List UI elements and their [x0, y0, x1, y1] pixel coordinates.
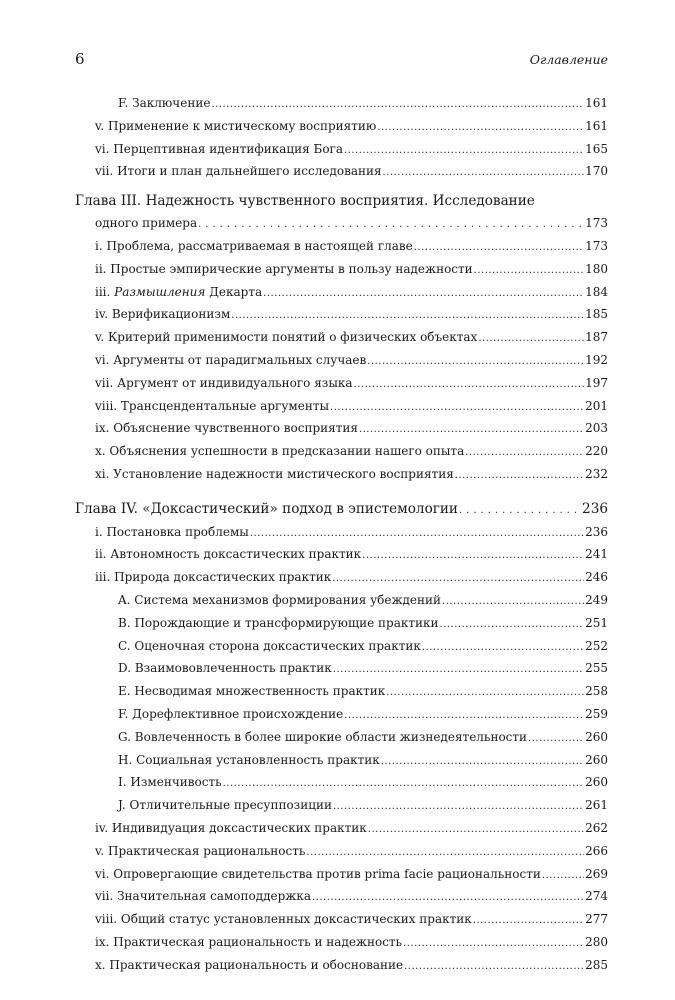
chapter-title-line: одного примера — [95, 216, 198, 231]
toc-page-number: 197 — [585, 375, 608, 390]
leader-dots — [473, 910, 584, 933]
toc-entry-label: B. Порождающие и трансформирующие практики — [118, 615, 439, 630]
toc-entry-label: ix. Объяснение чувственного восприятия — [95, 421, 358, 436]
label-prefix: iii. — [95, 284, 115, 299]
leader-dots — [478, 328, 584, 351]
toc-entry[interactable] — [75, 885, 608, 908]
leader-dots — [414, 237, 584, 260]
toc-page-number: 262 — [585, 820, 608, 835]
toc-subentry[interactable] — [75, 589, 608, 612]
leader-dots — [333, 659, 584, 682]
toc-entry-label: vii. Итоги и план дальнейшего исследования — [95, 164, 382, 179]
toc-page-number: 173 — [585, 216, 608, 231]
toc-entry-label: J. Отличительные пресуппозиции — [118, 798, 332, 813]
toc-page-number: 280 — [585, 934, 608, 949]
leader-dots — [368, 819, 584, 842]
toc-page-number: 266 — [585, 843, 608, 858]
toc-page-number: 180 — [585, 261, 608, 276]
leader-dots — [354, 374, 585, 397]
toc-page-number: 274 — [585, 889, 608, 904]
running-title: Оглавление — [529, 52, 608, 67]
leader-dots — [404, 956, 584, 979]
toc-entry-label: vi. Аргументы от парадигмальных случаев — [95, 352, 367, 367]
toc-page-number: 161 — [585, 96, 608, 110]
leader-dots — [362, 545, 584, 568]
toc-page-number: 185 — [585, 307, 608, 322]
toc-entry-label: v. Критерий применимости понятий о физических объектах — [95, 330, 478, 345]
leader-dots — [403, 933, 584, 956]
toc-page-number: 260 — [585, 775, 608, 790]
toc-entry-label: F. Заключение — [118, 96, 211, 110]
toc-page-number: 246 — [585, 570, 608, 585]
toc-entry[interactable] — [75, 326, 608, 349]
label-suffix: Декарта — [205, 284, 263, 299]
toc-entry-label: v. Практическая рациональность — [95, 843, 306, 858]
toc-entry-label: D. Взаимововлеченность практик — [118, 661, 332, 676]
leader-dots — [263, 283, 584, 306]
leader-dots — [333, 796, 584, 819]
toc-entry[interactable] — [75, 417, 608, 440]
toc-page-number: 201 — [585, 398, 608, 413]
page-number: 6 — [75, 50, 85, 68]
toc-entry-label: C. Оценочная сторона доксастических практик — [118, 638, 421, 653]
leader-dots — [459, 500, 581, 523]
leader-dots — [474, 260, 584, 283]
leader-dots — [377, 117, 584, 140]
toc-entry-label: ix. Практическая рациональность и надежность — [95, 934, 403, 949]
toc-entry-label: iii. Природа доксастических практик — [95, 570, 332, 585]
toc-entry[interactable] — [75, 521, 608, 544]
toc-page-number: 258 — [585, 684, 608, 699]
label-italic-title: Размышления — [114, 284, 206, 299]
leader-dots — [386, 682, 584, 705]
toc-page-number: 184 — [585, 284, 608, 299]
leader-dots — [367, 351, 584, 374]
toc-page-number: 249 — [585, 592, 608, 607]
chapter-title-line: Глава IV. «Доксастический» подход в эпистемологии — [75, 500, 458, 517]
toc-page-number: 232 — [585, 466, 608, 481]
chapter-title-continued — [75, 212, 608, 235]
leader-dots — [542, 865, 584, 888]
toc-page-number: 236 — [585, 524, 608, 539]
page-header — [75, 50, 608, 72]
leader-dots — [312, 887, 584, 910]
leader-dots — [223, 773, 584, 796]
leader-dots — [344, 140, 584, 163]
chapter-3-heading[interactable] — [75, 190, 608, 235]
toc-subentry[interactable] — [75, 612, 608, 635]
leader-dots — [250, 523, 584, 546]
toc-entry[interactable] — [75, 817, 608, 840]
toc-entry-label: H. Социальная установленность практик — [118, 752, 380, 767]
leader-dots — [442, 591, 584, 614]
toc-entry[interactable] — [75, 931, 608, 954]
toc-subentry[interactable] — [75, 726, 608, 749]
toc-entry-label: G. Вовлеченность в более широкие области жизнедеятельности — [118, 729, 528, 744]
toc-subentry[interactable] — [75, 703, 608, 726]
toc-page-number: 260 — [585, 729, 608, 744]
toc-page-number: 161 — [585, 118, 608, 133]
leader-dots — [231, 305, 584, 328]
toc-entry-label: ii. Автономность доксастических практик — [95, 547, 362, 562]
toc-entry[interactable] — [75, 160, 608, 183]
leader-dots — [440, 614, 585, 637]
leader-dots — [455, 465, 584, 488]
toc-entry[interactable] — [75, 92, 608, 115]
leader-dots — [383, 162, 585, 185]
toc-entry[interactable] — [75, 138, 608, 161]
chapter-4-heading[interactable] — [75, 498, 608, 521]
toc-entry[interactable] — [75, 954, 608, 977]
toc-entry-label — [95, 281, 262, 304]
toc-entry-label: vi. Опровергающие свидетельства против prima facie рациональности — [95, 866, 541, 881]
leader-dots — [332, 568, 584, 591]
toc-entry-label: x. Объяснения успешности в предсказании нашего опыта — [95, 444, 465, 459]
leader-dots — [198, 214, 584, 237]
toc-entry[interactable] — [75, 840, 608, 863]
toc-entry-label: viii. Трансцендентальные аргументы — [95, 398, 330, 413]
leader-dots — [465, 442, 584, 465]
toc-page-number: 260 — [585, 752, 608, 767]
toc-subentry[interactable] — [75, 794, 608, 817]
toc-entry-label: i. Проблема, рассматриваемая в настоящей главе — [95, 238, 413, 253]
toc-entry[interactable] — [75, 115, 608, 138]
toc-entry-label: v. Применение к мистическому восприятию — [95, 118, 377, 133]
toc-page-number: 285 — [585, 957, 608, 972]
toc-entry[interactable] — [75, 463, 608, 486]
toc-entry[interactable] — [75, 258, 608, 281]
toc-page-number: 277 — [585, 912, 608, 927]
toc-entry-label: xi. Установление надежности мистического восприятия — [95, 466, 454, 481]
toc-page-number: 236 — [582, 500, 608, 517]
toc-page-number: 165 — [585, 141, 608, 156]
toc-entry-label: vi. Перцептивная идентификация Бога — [95, 141, 343, 156]
toc-entry-label: iv. Индивидуация доксастических практик — [95, 820, 367, 835]
toc-entry[interactable] — [75, 303, 608, 326]
toc-entry-label: iv. Верификационизм — [95, 307, 231, 322]
toc-subentry[interactable] — [75, 771, 608, 794]
leader-dots — [211, 94, 584, 117]
toc-entry-label: E. Несводимая множественность практик — [118, 684, 386, 699]
toc-entry-label: x. Практическая рациональность и обоснование — [95, 957, 404, 972]
toc-page-number: 170 — [585, 164, 608, 179]
toc-entry-label: vii. Аргумент от индивидуального языка — [95, 375, 353, 390]
toc-page-number: 269 — [585, 866, 608, 881]
leader-dots — [306, 842, 584, 865]
toc-entry-label: A. Система механизмов формирования убеждений — [118, 592, 442, 607]
toc-page-number: 252 — [585, 638, 608, 653]
toc-subentry[interactable] — [75, 635, 608, 658]
toc-entry[interactable] — [75, 566, 608, 589]
toc-entry[interactable] — [75, 281, 608, 304]
toc-subentry[interactable] — [75, 680, 608, 703]
toc-page-number: 220 — [585, 444, 608, 459]
toc-entry[interactable] — [75, 372, 608, 395]
leader-dots — [528, 728, 584, 751]
leader-dots — [344, 705, 584, 728]
toc-page-number: 203 — [585, 421, 608, 436]
chapter-title-line: Глава III. Надежность чувственного восприятия. Исследование — [75, 193, 535, 210]
toc-entry-label: viii. Общий статус установленных доксастических практик — [95, 912, 472, 927]
toc-page-number: 187 — [585, 330, 608, 345]
toc-subentry[interactable] — [75, 749, 608, 772]
leader-dots — [422, 637, 584, 660]
toc-entry-label: I. Изменчивость — [118, 775, 222, 790]
toc-entry[interactable] — [75, 863, 608, 886]
toc-entry[interactable] — [75, 908, 608, 931]
toc-entry[interactable] — [75, 395, 608, 418]
toc-subentry[interactable] — [75, 657, 608, 680]
toc-entry-label: ii. Простые эмпирические аргументы в пользу надежности — [95, 261, 473, 276]
toc-page-number: 259 — [585, 706, 608, 721]
toc-entry-label: vii. Значительная самоподдержка — [95, 889, 311, 904]
toc-entry-label: F. Дорефлективное происхождение — [118, 706, 344, 721]
toc-page-number: 192 — [585, 352, 608, 367]
toc-entry[interactable] — [75, 440, 608, 463]
toc-page-number: 251 — [585, 615, 608, 630]
leader-dots — [381, 751, 584, 774]
toc-entry-label: i. Постановка проблемы — [95, 524, 249, 539]
toc-entry[interactable] — [75, 349, 608, 372]
toc-page-number: 241 — [585, 547, 608, 562]
toc-entry[interactable] — [75, 235, 608, 258]
table-of-contents — [75, 92, 608, 976]
leader-dots — [330, 397, 584, 420]
toc-page-number: 261 — [585, 798, 608, 813]
toc-page-number: 173 — [585, 238, 608, 253]
toc-entry[interactable] — [75, 543, 608, 566]
toc-page-number: 255 — [585, 661, 608, 676]
leader-dots — [359, 419, 584, 442]
